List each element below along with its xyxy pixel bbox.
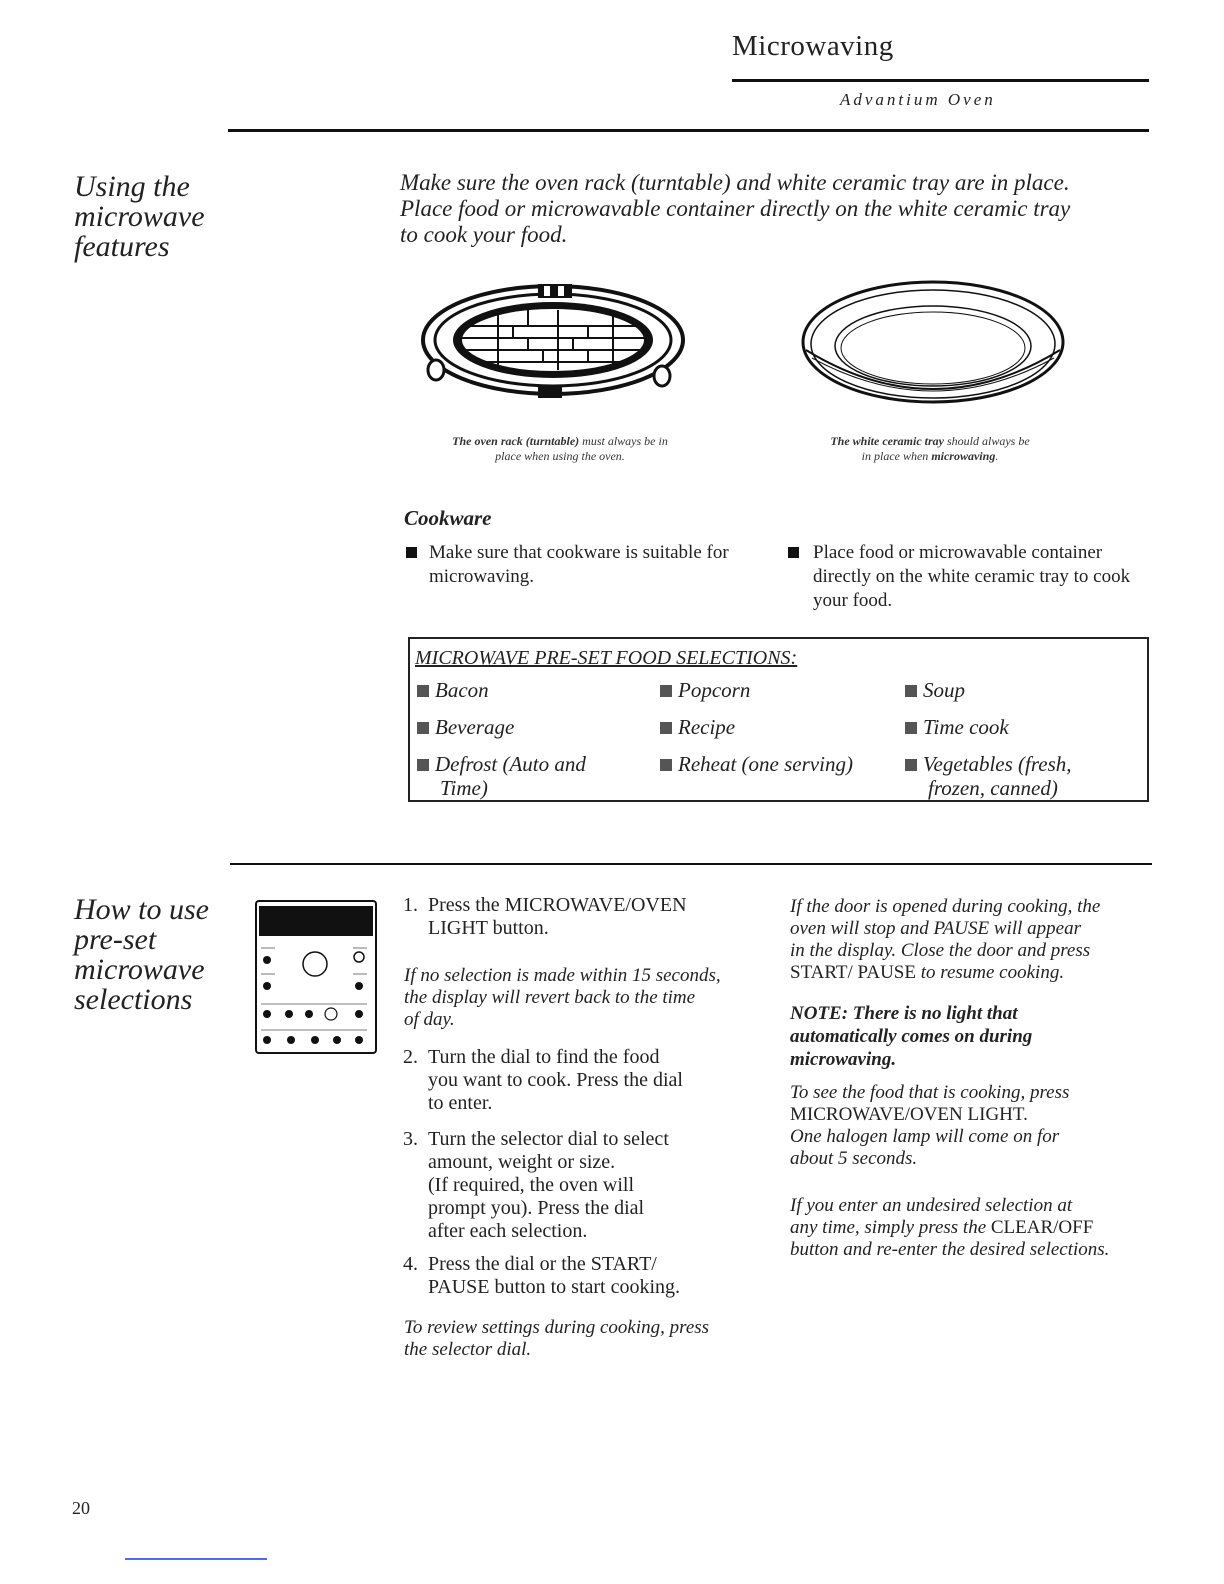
step-number: 1. — [403, 894, 418, 916]
selection-item: Bacon — [417, 678, 489, 702]
bullet-icon — [660, 722, 672, 734]
control-panel-illustration — [255, 900, 377, 1054]
heading-line: How to use — [74, 893, 209, 926]
heading-line: Using the — [74, 170, 190, 203]
bullet-icon — [406, 547, 417, 558]
header-rule — [732, 79, 1149, 82]
selection-item: Soup — [905, 678, 965, 702]
heading-line: pre-set — [74, 923, 157, 956]
review-note: To review settings during cooking, press the selector dial. — [404, 1317, 710, 1360]
selection-item: Beverage — [417, 715, 514, 739]
selection-item-cont: Time) — [440, 776, 488, 800]
heading-line: microwave — [74, 200, 205, 233]
bullet-icon — [417, 722, 429, 734]
heading-line: selections — [74, 983, 193, 1016]
oven-rack-illustration — [418, 278, 688, 408]
cookware-bullet-1: Make sure that cookware is suitable for microwaving. — [429, 542, 729, 587]
bullet-icon — [417, 685, 429, 697]
selection-item: Recipe — [660, 715, 735, 739]
selection-item: Time cook — [905, 715, 1009, 739]
door-open-note: If the door is opened during cooking, the oven will stop and PAUSE will appear in the display. Close the door and press START/ PAUSE to resume cooking. — [790, 896, 1101, 983]
bullet-icon — [905, 722, 917, 734]
step-number: 4. — [403, 1253, 418, 1275]
intro-line: Make sure the oven rack (turntable) and white ceramic tray are in place. — [400, 170, 1070, 195]
footer-line — [125, 1558, 267, 1560]
selection-item: Defrost (Auto and — [417, 752, 586, 776]
bullet-icon — [660, 759, 672, 771]
step-1-note: If no selection is made within 15 seconds, the display will revert back to the time of day. — [404, 965, 721, 1030]
undesired-selection-note: If you enter an undesired selection at any time, simply press the CLEAR/OFF button and re-enter the desired selections. — [790, 1195, 1110, 1260]
section-rule-bottom — [230, 863, 1152, 865]
selection-item-cont: frozen, canned) — [928, 776, 1058, 800]
preset-selections-title: MICROWAVE PRE-SET FOOD SELECTIONS: — [415, 647, 798, 669]
selection-item: Vegetables (fresh, — [905, 752, 1072, 776]
intro-line: to cook your food. — [400, 222, 568, 247]
section-rule-top — [228, 129, 1149, 132]
selection-item: Popcorn — [660, 678, 750, 702]
cookware-bullet-2: Place food or microwavable container directly on the white ceramic tray to cook your food. — [813, 542, 1131, 611]
bullet-icon — [905, 759, 917, 771]
selection-item: Reheat (one serving) — [660, 752, 853, 776]
side-heading-how-to — [74, 895, 209, 1015]
bullet-icon — [788, 547, 799, 558]
side-heading-using — [74, 172, 205, 262]
page-subtitle: Advantium Oven — [840, 90, 996, 109]
bullet-icon — [905, 685, 917, 697]
light-note: NOTE: There is no light that automatically comes on during microwaving. — [790, 1003, 1033, 1070]
page-number: 20 — [72, 1498, 90, 1518]
see-food-note: To see the food that is cooking, press MICROWAVE/OVEN LIGHT. One halogen lamp will come on for about 5 seconds. — [790, 1082, 1070, 1169]
step-1: Press the MICROWAVE/OVEN LIGHT button. — [428, 894, 687, 939]
bullet-icon — [417, 759, 429, 771]
step-2: Turn the dial to find the food you want to cook. Press the dial to enter. — [428, 1046, 683, 1114]
intro-text — [400, 170, 1160, 248]
step-4: Press the dial or the START/ PAUSE button to start cooking. — [428, 1253, 681, 1298]
heading-line: features — [74, 230, 170, 263]
step-3: Turn the selector dial to select amount, weight or size. (If required, the oven will prompt you). Press the dial after each selection. — [428, 1128, 669, 1242]
step-number: 3. — [403, 1128, 418, 1150]
caption-ceramic-tray: The white ceramic tray should always be in place when microwaving. — [830, 434, 1030, 463]
caption-oven-rack: The oven rack (turntable) must always be in place when using the oven. — [452, 434, 668, 463]
bullet-icon — [660, 685, 672, 697]
cookware-heading: Cookware — [404, 506, 492, 530]
heading-line: microwave — [74, 953, 205, 986]
ceramic-tray-illustration — [798, 278, 1068, 418]
intro-line: Place food or microwavable container directly on the white ceramic tray — [400, 196, 1071, 221]
step-number: 2. — [403, 1046, 418, 1068]
